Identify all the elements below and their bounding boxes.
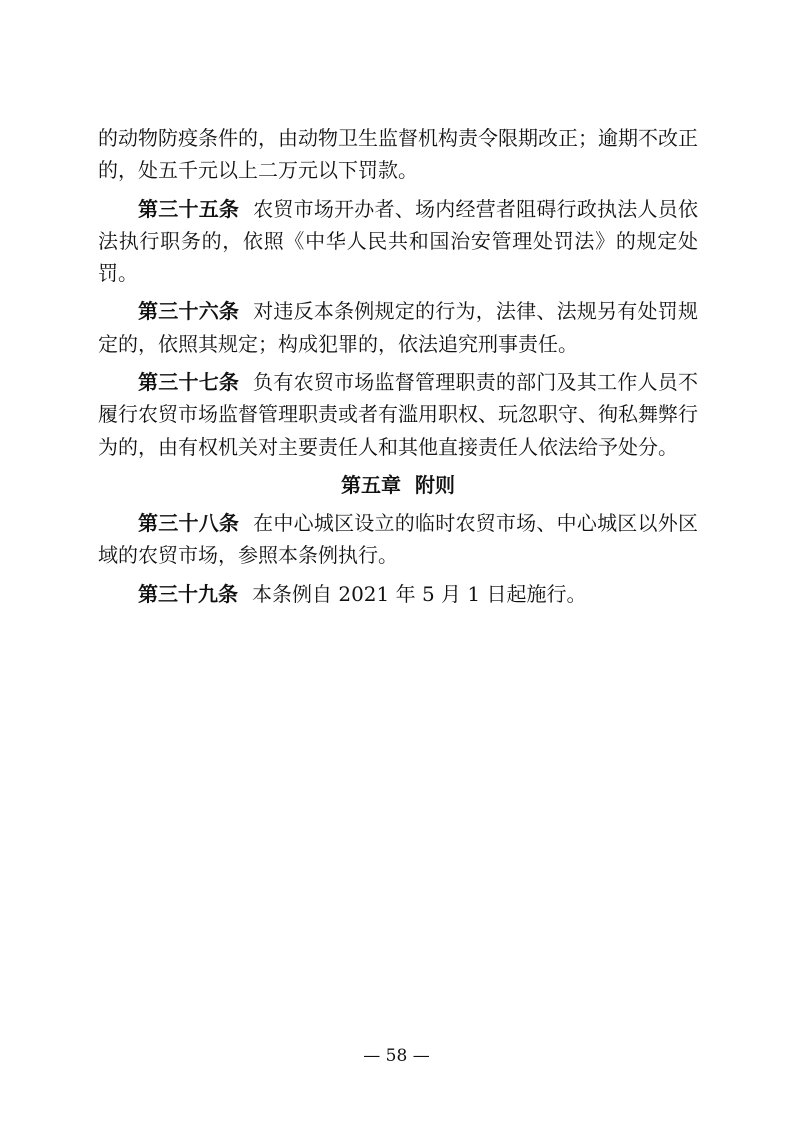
page-number: — 58 — [363,1046,430,1066]
article-37 [98,366,698,463]
article-number: 第三十九条 [138,581,238,606]
article-35 [98,193,698,290]
article-text: 农贸市场开办者、场内经营者阻碍行政执法人员依法执行职务的，依照《中华人民共和国治安管理处罚法》的规定处罚。 [98,196,699,286]
article-text: 对违反本条例规定的行为，法律、法规另有处罚规定的，依照其规定；构成犯罪的，依法追究刑事责任。 [98,299,699,356]
article-39 [98,578,698,610]
article-number: 第三十五条 [138,196,240,221]
chapter-number: 第五章 [341,472,401,497]
paragraph-text: 的动物防疫条件的，由动物卫生监督机构责令限期改正；逾期不改正的，处五千元以上二万元以下罚款。 [98,126,698,183]
article-text: 本条例自 2021 年 5 月 1 日起施行。 [252,581,587,606]
article-36 [98,295,698,360]
article-38 [98,507,698,572]
article-number: 第三十六条 [138,299,240,324]
article-number: 第三十八条 [138,510,240,535]
chapter-heading [98,469,698,501]
article-text: 负有农贸市场监督管理职责的部门及其工作人员不履行农贸市场监督管理职责或者有滥用职权、玩忽职守、徇私舞弊行为的，由有权机关对主要责任人和其他直接责任人依法给予处分。 [98,370,699,459]
paragraph-continued [98,122,698,187]
chapter-title: 附则 [415,472,455,497]
document-body [98,122,698,610]
article-number: 第三十七条 [138,370,240,395]
article-text: 在中心城区设立的临时农贸市场、中心城区以外区域的农贸市场，参照本条例执行。 [98,510,699,568]
